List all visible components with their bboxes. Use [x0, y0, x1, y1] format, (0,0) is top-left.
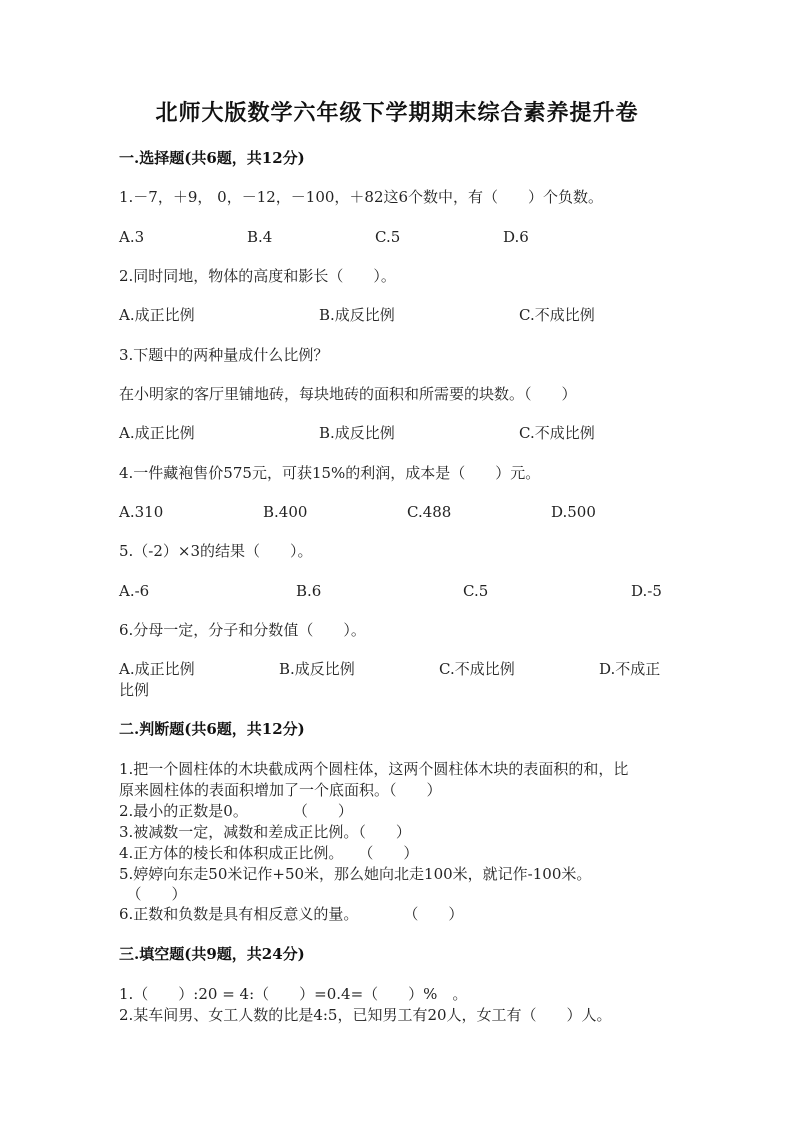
question-6-stem: 6.分母一定，分子和分数值（ ）。: [119, 621, 366, 639]
judge-line-8: 6.正数和负数是具有相反意义的量。 （ ）: [119, 905, 464, 923]
question-1-option-d: D.6: [503, 228, 529, 246]
question-5-option-a: A.-6: [119, 582, 150, 600]
question-3-option-c: C.不成比例: [519, 424, 595, 442]
question-4-stem: 4.一件藏袍售价575元，可获15%的利润，成本是（ ）元。: [119, 464, 541, 482]
question-4-option-c: C.488: [407, 503, 452, 521]
question-5-stem: 5.（-2）×3的结果（ ）。: [119, 542, 313, 560]
judge-line-1: 1.把一个圆柱体的木块截成两个圆柱体，这两个圆柱体木块的表面积的和，比: [119, 760, 629, 778]
judge-line-7: （ ）: [119, 885, 187, 903]
question-1-option-a: A.3: [119, 228, 145, 246]
question-1-stem: 1.－7，＋9， 0，－12，－100，＋82这6个数中，有（ ）个负数。: [119, 188, 604, 206]
question-3-option-b: B.成反比例: [319, 424, 395, 442]
page-title: 北师大版数学六年级下学期期末综合素养提升卷: [155, 100, 639, 126]
question-5-option-d: D.-5: [631, 582, 662, 600]
question-3-option-a: A.成正比例: [119, 424, 195, 442]
question-4-option-d: D.500: [551, 503, 596, 521]
judge-line-5: 4.正方体的棱长和体积成正比例。 （ ）: [119, 844, 419, 862]
section-heading-fill: 三.填空题(共9题，共24分): [119, 945, 305, 963]
judge-line-3: 2.最小的正数是0。 （ ）: [119, 802, 353, 820]
judge-line-2: 原来圆柱体的表面积增加了一个底面积。（ ）: [119, 781, 442, 799]
judge-line-4: 3.被减数一定，减数和差成正比例。（ ）: [119, 823, 411, 841]
question-4-option-a: A.310: [119, 503, 164, 521]
question-6-option-d: D.不成正: [599, 660, 661, 678]
section-heading-judge: 二.判断题(共6题，共12分): [119, 720, 305, 738]
question-3-stem: 3.下题中的两种量成什么比例？: [119, 346, 329, 364]
fill-line-1: 1.（ ）:20 = 4:（ ）=0.4=（ ）% 。: [119, 985, 468, 1003]
question-2-stem: 2.同时同地，物体的高度和影长（ ）。: [119, 267, 396, 285]
question-6-option-d-wrap: 比例: [119, 681, 150, 699]
fill-line-2: 2.某车间男、女工人数的比是4:5，已知男工有20人，女工有（ ）人。: [119, 1006, 612, 1024]
question-6-option-c: C.不成比例: [439, 660, 515, 678]
judge-line-6: 5.婷婷向东走50米记作+50米，那么她向北走100米，就记作-100米。: [119, 865, 592, 883]
question-1-option-b: B.4: [247, 228, 273, 246]
section-heading-choice: 一.选择题(共6题，共12分): [119, 149, 305, 167]
question-3-stem-detail: 在小明家的客厅里铺地砖，每块地砖的面积和所需要的块数。（ ）: [119, 385, 577, 403]
question-5-option-c: C.5: [463, 582, 489, 600]
question-2-option-b: B.成反比例: [319, 306, 395, 324]
question-6-option-a: A.成正比例: [119, 660, 195, 678]
question-4-option-b: B.400: [263, 503, 308, 521]
question-1-option-c: C.5: [375, 228, 401, 246]
question-5-option-b: B.6: [296, 582, 322, 600]
question-2-option-a: A.成正比例: [119, 306, 195, 324]
question-2-option-c: C.不成比例: [519, 306, 595, 324]
question-6-option-b: B.成反比例: [279, 660, 355, 678]
